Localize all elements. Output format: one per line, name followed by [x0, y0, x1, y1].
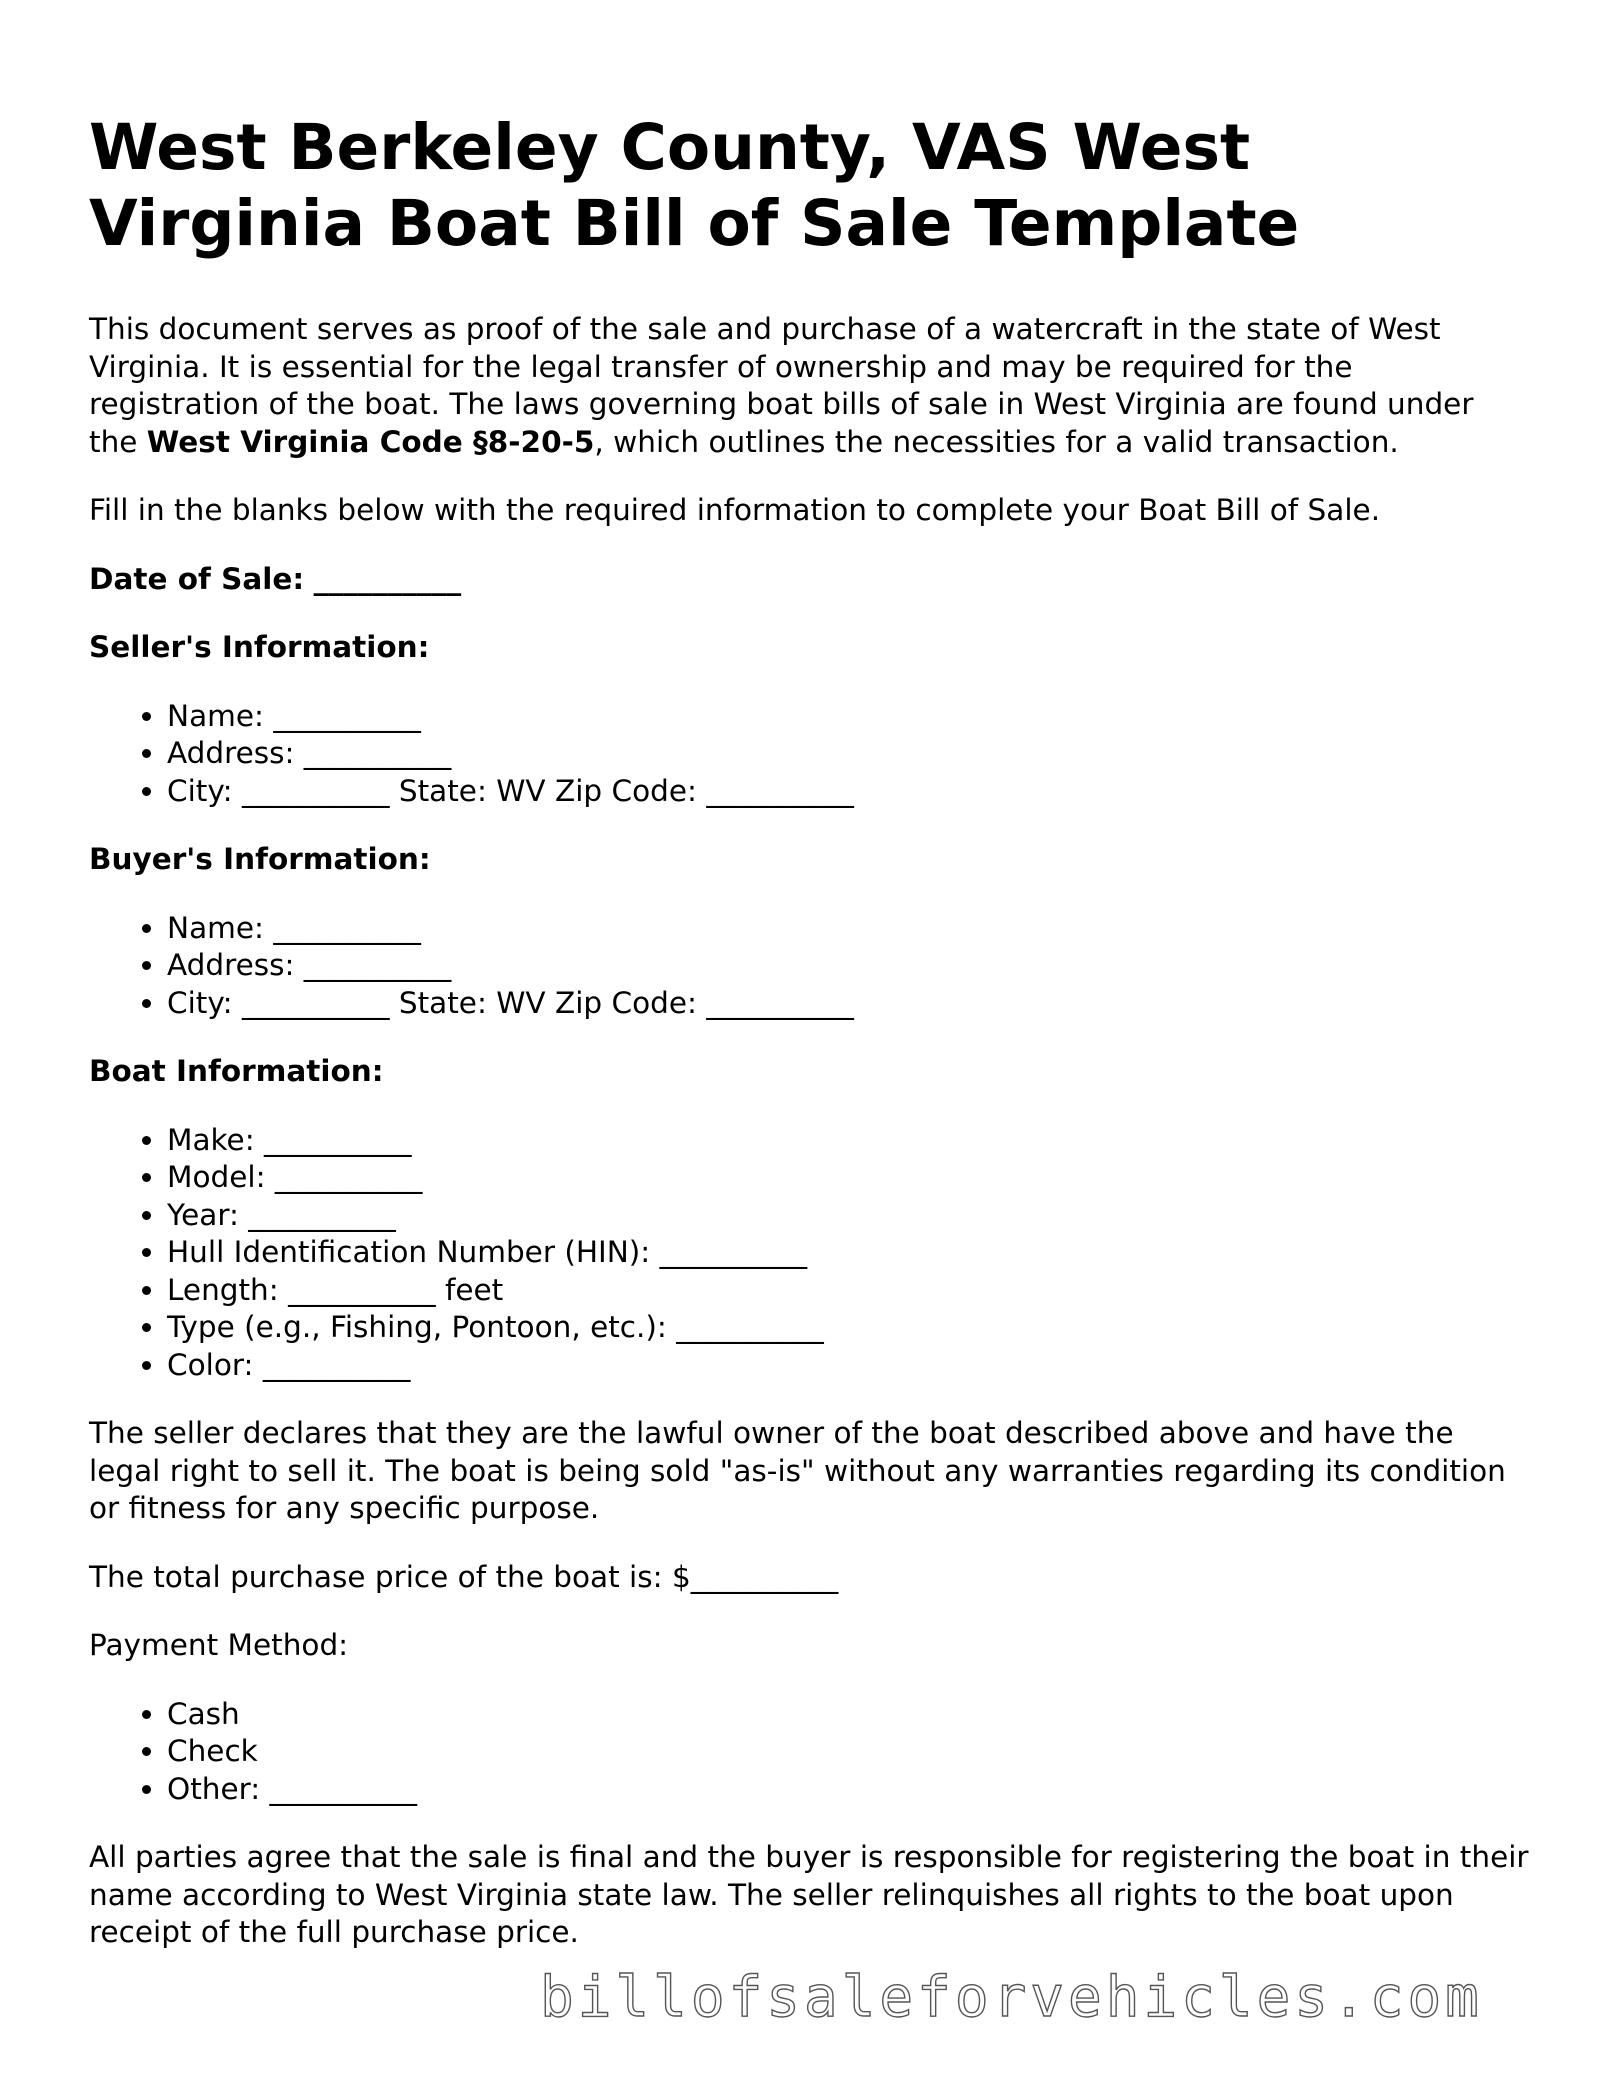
seller-list	[89, 698, 1529, 811]
boat-type: • Type (e.g., Fishing, Pontoon, etc.): __________	[167, 1309, 1529, 1347]
boat-model: • Model: __________	[167, 1159, 1529, 1197]
document-page	[89, 110, 1529, 1983]
intro-text-after: , which outlines the necessities for a valid transaction.	[594, 424, 1399, 459]
payment-list	[89, 1696, 1529, 1809]
date-of-sale	[89, 561, 1529, 599]
boat-list	[89, 1122, 1529, 1385]
instructions: Fill in the blanks below with the required information to complete your Boat Bill of Sale.	[89, 493, 1381, 527]
seller-address: • Address: __________	[167, 735, 1529, 773]
boat-length: • Length: __________ feet	[167, 1272, 1529, 1310]
boat-hin: • Hull Identification Number (HIN): __________	[167, 1234, 1529, 1272]
purchase-price: The total purchase price of the boat is: $__________	[89, 1559, 839, 1594]
intro-text-before: This document serves as proof of the sale and purchase of a watercraft in the state of West Virginia. It is essential for the legal transfer of ownership and may be required for the registration of the boat. The laws governing boat bills of sale in West Virginia are found under the	[89, 312, 1474, 459]
buyer-city-state-zip: • City: __________ State: WV Zip Code: __________	[167, 985, 1529, 1023]
boat-make: • Make: __________	[167, 1122, 1529, 1160]
buyer-name: • Name: __________	[167, 910, 1529, 948]
seller-city-state-zip: • City: __________ State: WV Zip Code: __________	[167, 773, 1529, 811]
seller-heading: Seller's Information:	[89, 630, 430, 664]
payment-heading: Payment Method:	[89, 1628, 349, 1662]
buyer-list	[89, 910, 1529, 1023]
seller-name: • Name: __________	[167, 698, 1529, 736]
payment-cash: • Cash	[167, 1696, 1529, 1734]
date-of-sale-blank: __________	[313, 561, 462, 596]
watermark: billofsaleforvehicles.com	[540, 1965, 1483, 2030]
boat-color: • Color: __________	[167, 1347, 1529, 1385]
date-of-sale-label: Date of Sale:	[89, 561, 305, 596]
buyer-heading: Buyer's Information:	[89, 842, 431, 876]
boat-heading: Boat Information:	[89, 1054, 384, 1088]
code-reference: West Virginia Code §8-20-5	[146, 424, 595, 459]
intro-paragraph	[89, 311, 1529, 461]
page-title: West Berkeley County, VAS West Virginia Boat Bill of Sale Template	[89, 111, 1300, 260]
seller-declaration: The seller declares that they are the lawful owner of the boat described above and have the legal right to sell it. The boat is being sold "as-is" without any warranties regarding its condition or fitness for any specific purpose.	[89, 1416, 1506, 1525]
payment-check: • Check	[167, 1733, 1529, 1771]
boat-year: • Year: __________	[167, 1197, 1529, 1235]
payment-other: • Other: __________	[167, 1771, 1529, 1809]
buyer-address: • Address: __________	[167, 947, 1529, 985]
agreement-paragraph: All parties agree that the sale is final and the buyer is responsible for registering the boat in their name according to West Virginia state law. The seller relinquishes all rights to the boat upon receipt of the full purchase price.	[89, 1840, 1529, 1949]
